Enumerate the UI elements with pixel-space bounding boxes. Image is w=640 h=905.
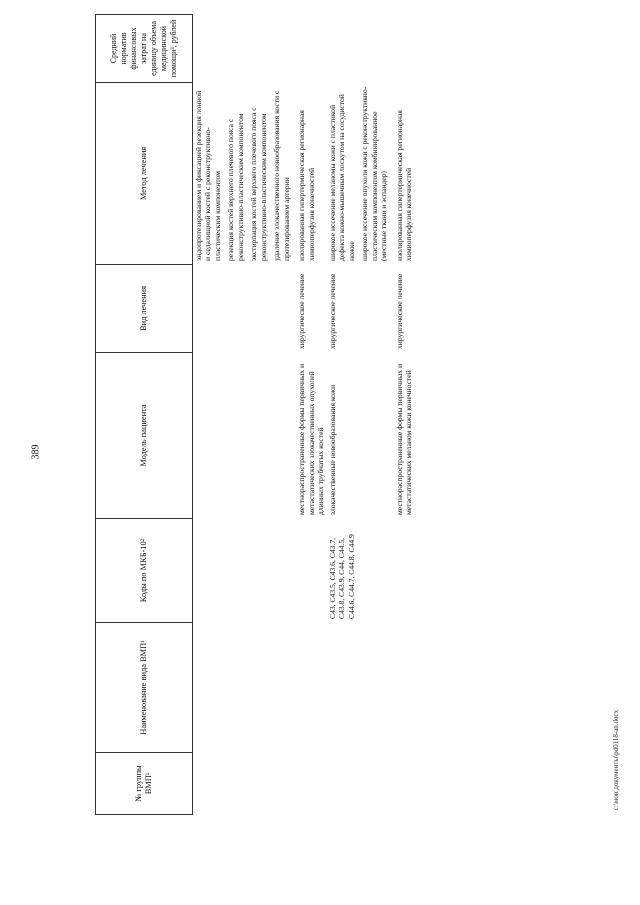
method-text: экстирпация костей верхнего плечевого пояса с реконструктивно-пластическим компонентом [249,107,268,261]
method-text: широкое иссечение меланомы кожи с пластикой дефекта кожно-мышечным лоскутом на сосудистой ножке [327,94,356,261]
cell-cost [327,15,394,83]
cell-model: местнораспространенные формы первичных и метастатических меланом кожи конечностей [394,363,414,515]
header-model: Модель пациента [96,353,193,519]
header-type: Вид лечения [96,265,193,353]
table-row [193,15,297,815]
cell-name [296,623,326,753]
cell-cost [394,15,419,83]
cell-method [327,83,394,265]
header-codes: Коды по МКБ-10² [96,519,193,623]
cell-model [193,353,297,519]
cell-name [193,623,297,753]
cell-cost [193,15,297,83]
rotated-table-area [95,15,515,815]
header-method: Метод лечения [96,83,193,265]
cell-cost [296,15,326,83]
cell-method [296,83,326,265]
cell-name [327,623,394,753]
cell-type: хирургическое лечение [297,273,307,349]
cell-group [394,753,419,815]
table-row [327,15,394,815]
cell-model: злокачественные новообразования кожи [327,384,337,515]
method-text: широкое иссечение опухоли кожи с реконструктивно-пластическим компонентом комбинированное (местные ткани и эспандер) [360,86,389,261]
cell-group [327,753,394,815]
header-group: № группы ВМП¹ [96,753,193,815]
vmp-table [95,14,419,815]
cell-group [193,753,297,815]
table-row [394,15,419,815]
cell-codes [193,519,297,623]
header-name: Наименование вида ВМП¹ [96,623,193,753]
method-text: изолированная гипертермическая регионарная химиоперфузия конечностей [297,110,316,261]
method-text: удаление злокачественного новообразования кости с протезированием артерии [272,90,291,261]
method-text: резекция костей верхнего плечевого пояса с реконструктивно-пластическим компонентом [226,113,245,261]
cell-model: местнораспространенные формы первичных и метастатических злокачественных опухолей длинных трубчатых костей [297,363,326,515]
cell-codes [296,519,326,623]
cell-name [394,623,419,753]
table-container [95,15,515,815]
method-text: эндопротезированием и фиксацией резекция лонной и седалищной костей с реконструктивно-пластическим компонентом [194,90,222,261]
cell-type [193,265,297,353]
page-number: 389 [30,444,42,460]
method-text: изолированная гипертермическая регионарная химиоперфузия конечностей [394,110,414,261]
cell-type: хирургическое лечение [394,273,404,349]
cell-codes: C43, C43.5, C43.6, C43.7, C43.8, C43.9, C44, C44.5, C44.6, C44.7, C44.8, C44.9 [327,534,356,619]
footer-file-path: c:\мои документы\рd0118-an.docx [612,709,620,811]
table-row [296,15,326,815]
cell-group [296,753,326,815]
cell-method [193,83,297,265]
header-cost: Средний норматив финансовых затрат на единицу объема медицинской помощи³, рублей [96,15,193,83]
cell-codes [394,519,419,623]
cell-method [394,83,419,265]
cell-type: хирургическое лечение [327,273,337,349]
table-header-row [96,15,193,815]
